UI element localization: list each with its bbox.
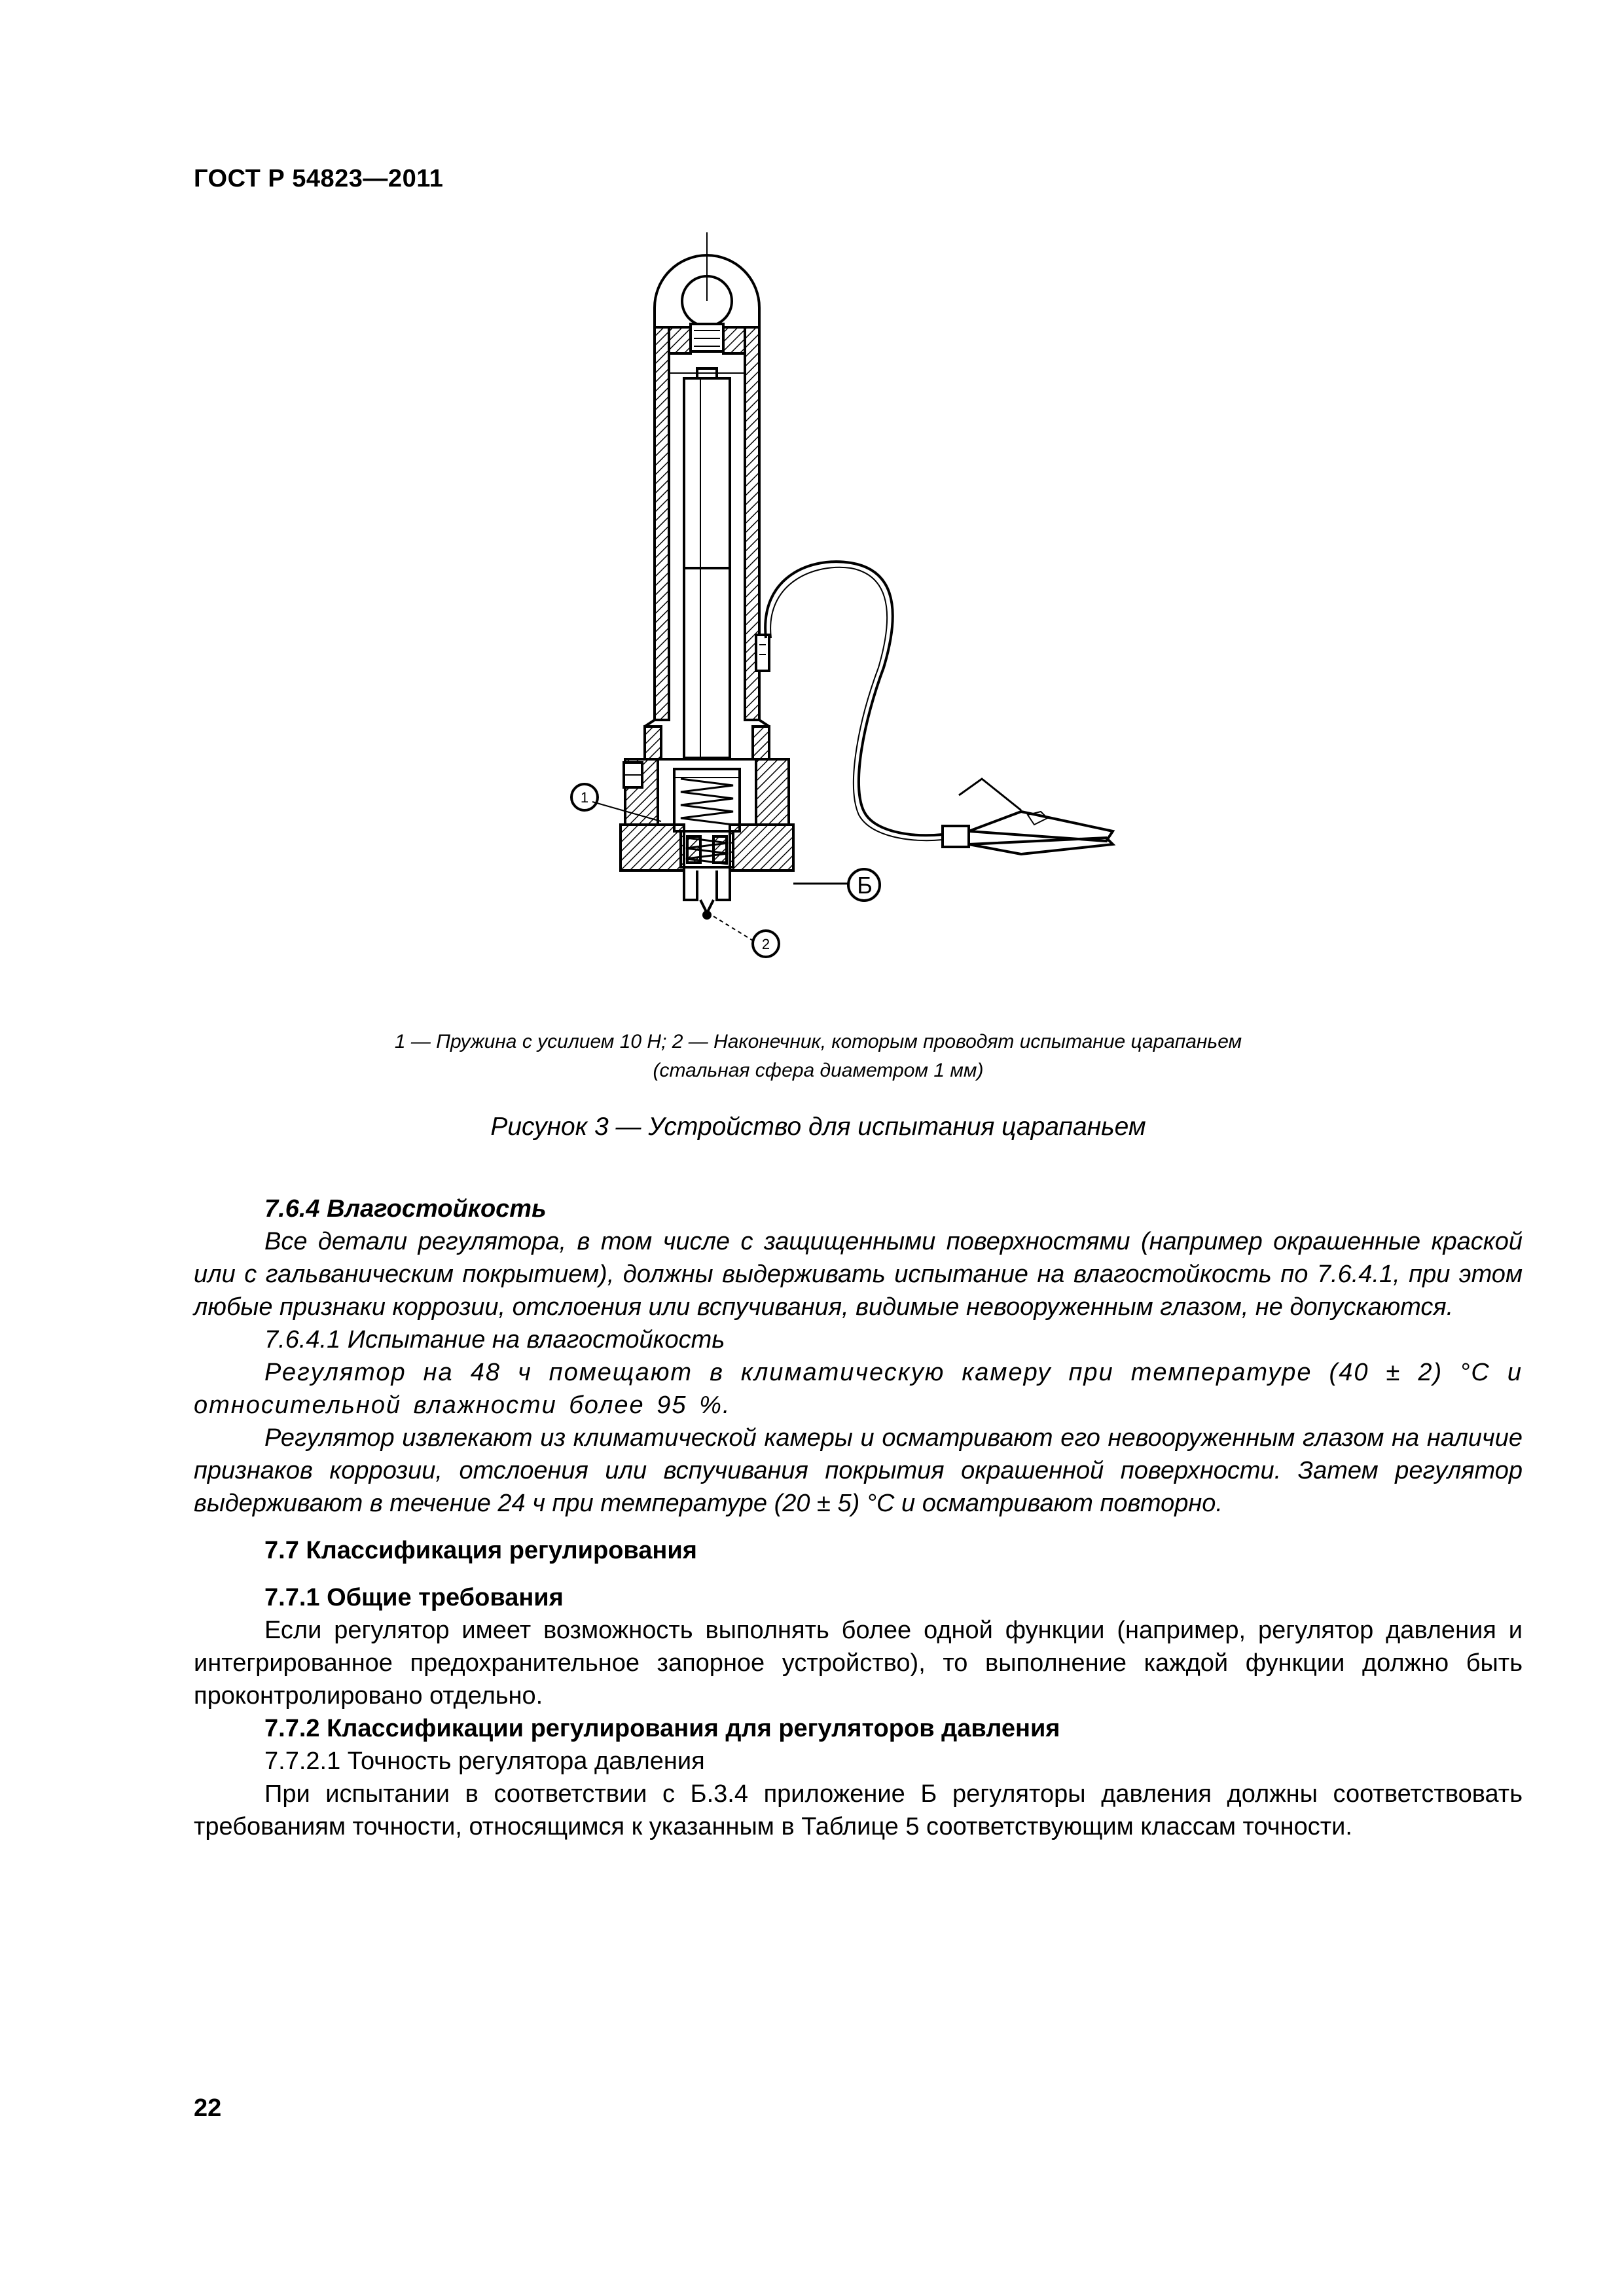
heading-7-7-1: 7.7.1 Общие требования (264, 1584, 564, 1611)
legend-line-2: (стальная сфера диаметром 1 мм) (653, 1060, 984, 1081)
page-number: 22 (194, 2094, 222, 2122)
para-7-6-4-1-a: Регулятор на 48 ч помещают в климатическую камеру при температуре (40 ± 2) °С и относительной влажности более 95 %. (194, 1359, 1523, 1419)
figure-caption: Рисунок 3 — Устройство для испытания царапаньем (490, 1113, 1146, 1141)
heading-7-7-2: 7.7.2 Классификации регулирования для регуляторов давления (264, 1715, 1060, 1742)
callout-b-label: Б (857, 872, 873, 899)
figure-scratch-test-device (0, 0, 1624, 1021)
para-7-6-4: Все детали регулятора, в том числе с защищенными поверхностями (например окрашенные краской или с гальваническим покрытием), должны выдерживать испытание на влагостойкость по 7.6.4.1, при этом любые признаки коррозии, отслоения или вспучивания, видимые невооруженным глазом, не допускаются. (194, 1228, 1523, 1321)
para-7-7-1: Если регулятор имеет возможность выполнять более одной функции (например, регулятор давления и интегрированное предохранительное запорное устройство), то выполнение каждой функции должно быть проконтролировано отдельно. (194, 1617, 1523, 1710)
heading-7-6-4: 7.6.4 Влагостойкость (264, 1195, 547, 1223)
callout-1-label: 1 (580, 789, 589, 806)
standard-code-header: ГОСТ Р 54823—2011 (194, 165, 444, 192)
para-7-6-4-1-b: Регулятор извлекают из климатической камеры и осматривают его невооруженным глазом на наличие признаков коррозии, отслоения или вспучивания покрытия окрашенной поверхности. Затем регулятор выдерживают в течение 24 ч при температуре (20 ± 5) °С и осматривают повторно. (194, 1424, 1523, 1517)
heading-7-6-4-1: 7.6.4.1 Испытание на влагостойкость (264, 1326, 725, 1354)
heading-7-7-2-1: 7.7.2.1 Точность регулятора давления (264, 1748, 705, 1775)
figure-legend (262, 1028, 1375, 1085)
heading-7-7: 7.7 Классификация регулирования (264, 1537, 697, 1564)
legend-line-1: 1 — Пружина с усилием 10 Н; 2 — Наконечник, которым проводят испытание царапаньем (394, 1031, 1242, 1052)
para-7-7-2-1: При испытании в соответствии с Б.3.4 приложение Б регуляторы давления должны соответствовать требованиям точности, относящимся к указанным в Таблице 5 соответствующим классам точности. (194, 1780, 1523, 1840)
callout-2-label: 2 (761, 936, 770, 952)
document-body (194, 1178, 1523, 1843)
device-drawing (0, 0, 1624, 1021)
